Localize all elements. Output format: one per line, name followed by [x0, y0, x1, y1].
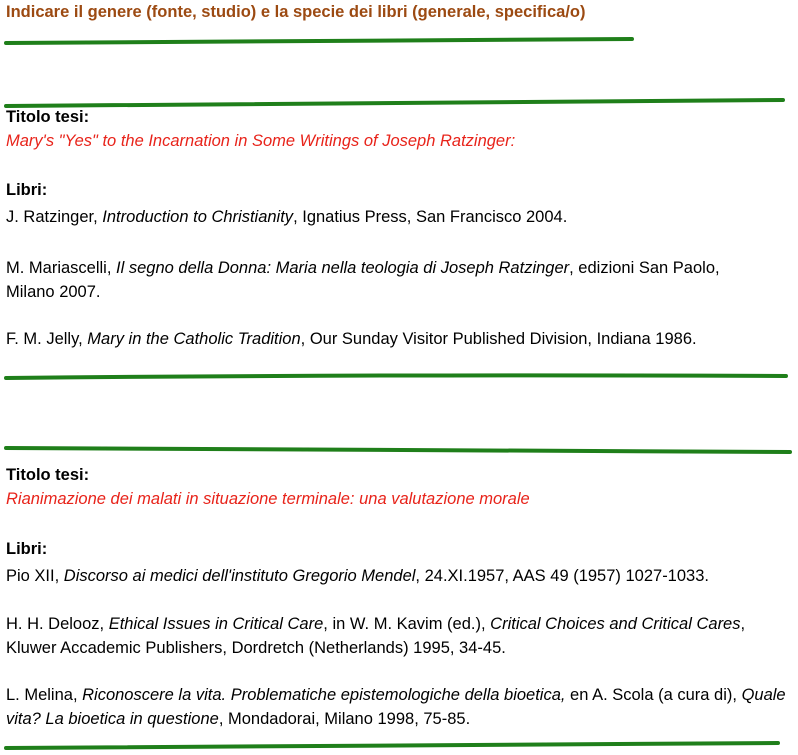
thesis-title: Mary's "Yes" to the Incarnation in Some Writings of Joseph Ratzinger:: [6, 132, 516, 150]
reference-item: F. M. Jelly, Mary in the Catholic Tradition, Our Sunday Visitor Published Division, Indiana 1986.: [6, 330, 697, 348]
thesis-title-label: Titolo tesi:: [6, 466, 90, 484]
books-label: Libri:: [6, 181, 48, 199]
rule-1: [0, 35, 798, 49]
rule-3: [0, 370, 798, 384]
books-label: Libri:: [6, 540, 48, 558]
reference-item: Pio XII, Discorso ai medici dell'instituto Gregorio Mendel, 24.XI.1957, AAS 49 (1957) 1027-1033.: [6, 567, 709, 585]
rule-5: [0, 740, 798, 754]
reference-item: M. Mariascelli, Il segno della Donna: Maria nella teologia di Joseph Ratzinger, edizioni San Paolo, Milano 2007.: [6, 259, 720, 301]
thesis-title: Rianimazione dei malati in situazione terminale: una valutazione morale: [6, 490, 530, 508]
rule-2: [0, 96, 798, 110]
reference-item: J. Ratzinger, Introduction to Christianity, Ignatius Press, San Francisco 2004.: [6, 208, 568, 226]
rule-4: [0, 444, 798, 458]
instruction-heading: Indicare il genere (fonte, studio) e la specie dei libri (generale, specifica/o): [6, 3, 586, 21]
reference-item: L. Melina, Riconoscere la vita. Problematiche epistemologiche della bioetica, en A. Scola (a cura di), Quale vita? La bioetica in questione, Mondadorai, Milano 1998, 75-85.: [6, 686, 786, 728]
thesis-title-label: Titolo tesi:: [6, 108, 90, 126]
reference-item: H. H. Delooz, Ethical Issues in Critical Care, in W. M. Kavim (ed.), Critical Choices and Critical Cares, Kluwer Accademic Publishers, Dordretch (Netherlands) 1995, 34-45.: [6, 615, 746, 657]
